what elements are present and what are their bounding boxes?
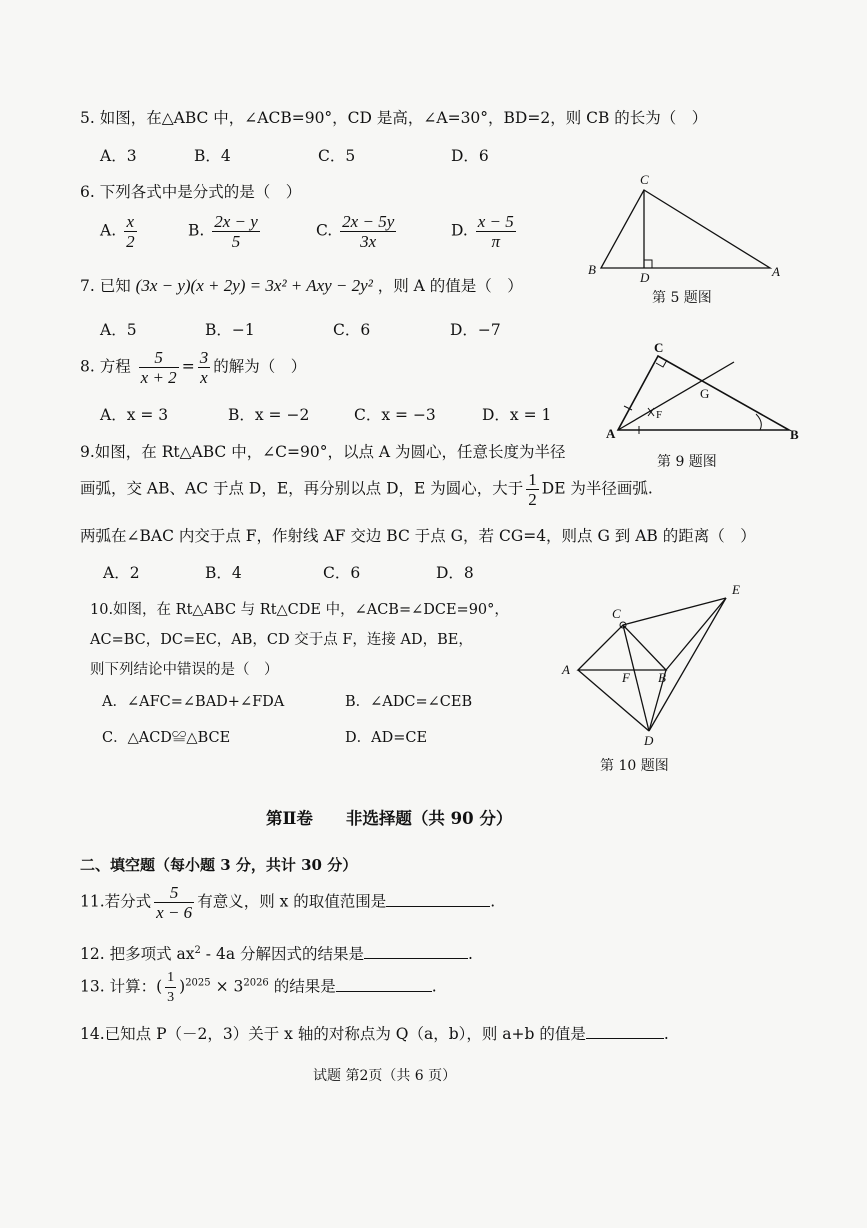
q6-label-d: D. <box>451 221 468 240</box>
question-5-stem: 5. 如图，在△ABC 中，∠ACB=90°，CD 是高，∠A=30°，BD=2，则 CB 的长为（ ） <box>80 109 708 127</box>
q6-label-a: A. <box>100 221 117 240</box>
label-b: B <box>790 427 799 442</box>
fraction-numerator: 5 <box>154 883 194 903</box>
question-7-stem <box>80 274 523 296</box>
label-d: D <box>644 733 654 748</box>
page-footer: 试题 第2页（共 6 页） <box>313 1068 457 1084</box>
fraction-denominator: x − 6 <box>156 903 193 922</box>
q13-end: . <box>431 977 437 996</box>
fraction-numerator: 3 <box>199 348 209 367</box>
q6-fraction-c <box>340 212 396 251</box>
label-b: B <box>588 262 596 277</box>
fraction-denominator: x <box>200 368 208 387</box>
question-8-stem <box>80 348 306 387</box>
label-c: C <box>612 606 621 621</box>
q6-fraction-d <box>476 212 516 251</box>
fraction-numerator: x − 5 <box>477 212 514 231</box>
fraction-denominator: π <box>491 232 501 251</box>
q7-expression: (3x − y)(x + 2y) = 3x² + Axy − 2y² <box>135 276 373 295</box>
q7-option-b: B．−1 <box>205 321 255 339</box>
q9-line2-a: 画弧，交 AB、AC 于点 D，E，再分别以点 D，E 为圆心，大于 <box>80 479 524 498</box>
q13-exponent-2: 2026 <box>243 977 269 989</box>
fraction-numerator: 5 <box>139 348 179 368</box>
q10-option-d: D．AD=CE <box>345 730 428 746</box>
section-2-heading: 二、填空题（每小题 3 分，共计 30 分） <box>80 856 358 874</box>
q9-option-c: C．6 <box>323 564 361 582</box>
q5-option-b: B．4 <box>194 147 231 165</box>
section-2-title: 第Ⅱ卷 非选择题（共 90 分） <box>266 809 513 828</box>
answer-blank[interactable] <box>586 1024 664 1039</box>
label-f: F <box>656 409 663 421</box>
ray-af <box>618 362 734 430</box>
angle-b-arc <box>756 414 761 430</box>
segment-ad <box>578 670 649 731</box>
figure-10-caption: 第 10 题图 <box>600 758 669 774</box>
fraction-denominator: 3x <box>360 232 377 251</box>
figure-5-diagram <box>580 168 790 283</box>
q5-option-a: A．3 <box>100 147 137 165</box>
figure-9-diagram <box>606 338 806 446</box>
q7-option-d: D．−7 <box>450 321 501 339</box>
question-13 <box>80 968 437 1007</box>
q9-option-b: B．4 <box>205 564 242 582</box>
q13-prefix: 13. 计算：( <box>80 977 163 996</box>
q12-end: . <box>468 945 473 963</box>
question-9-line-1: 9.如图，在 Rt△ABC 中，∠C=90°，以点 A 为圆心，任意长度为半径 <box>80 443 566 461</box>
question-9-line-3: 两弧在∠BAC 内交于点 F，作射线 AF 交边 BC 于点 G，若 CG=4，则点 G 到 AB 的距离（ ） <box>80 527 756 545</box>
q13-suffix: 的结果是 <box>268 977 336 996</box>
triangle-abc <box>578 625 666 670</box>
q11-suffix: 有意义，则 x 的取值范围是 <box>197 892 387 911</box>
q10-option-c: C．△ACD≌△BCE <box>102 730 231 746</box>
question-12 <box>80 942 473 964</box>
q7-prefix: 7. 已知 <box>80 277 131 295</box>
q11-fraction <box>154 883 194 922</box>
q9-option-d: D．8 <box>436 564 474 582</box>
label-f: F <box>622 670 630 685</box>
label-a: A <box>606 426 616 441</box>
q14-end: . <box>663 1025 669 1043</box>
label-c: C <box>640 172 649 187</box>
triangle-abc <box>601 190 770 268</box>
fraction-denominator: 2 <box>528 490 537 509</box>
q8-option-b: B．x = −2 <box>228 406 310 424</box>
fraction-denominator: 3 <box>167 990 175 1005</box>
fraction-denominator: 2 <box>126 232 135 251</box>
segment-ce <box>623 598 726 625</box>
q7-option-a: A．5 <box>100 321 137 339</box>
q10-option-b: B．∠ADC=∠CEB <box>345 694 473 710</box>
q10-option-a: A．∠AFC=∠BAD+∠FDA <box>102 694 285 710</box>
q8-option-d: D．x = 1 <box>482 406 552 424</box>
label-a: A <box>562 662 570 677</box>
answer-blank[interactable] <box>364 944 468 959</box>
label-g: G <box>700 386 710 401</box>
q9-line2-b: DE 为半径画弧. <box>541 479 653 498</box>
q5-option-d: D．6 <box>451 147 489 165</box>
fraction-numerator: x <box>124 212 137 232</box>
question-10-line-3: 则下列结论中错误的是（ ） <box>90 662 279 678</box>
q6-fraction-a <box>124 212 137 251</box>
q6-fraction-b <box>212 212 260 251</box>
fraction-numerator: 2x − 5y <box>342 212 395 231</box>
q6-label-c: C. <box>316 221 333 240</box>
q6-option-a <box>100 212 140 251</box>
q8-prefix: 8. 方程 <box>80 357 131 376</box>
label-a: A <box>772 264 780 279</box>
question-10-line-2: AC=BC，DC=EC，AB，CD 交于点 F，连接 AD，BE， <box>90 632 473 648</box>
q8-option-c: C．x = −3 <box>354 406 436 424</box>
q6-option-c <box>316 212 399 251</box>
label-c: C <box>654 340 664 355</box>
label-d: D <box>640 270 650 283</box>
question-9-line-2 <box>80 470 653 509</box>
fraction-numerator: 2x − y <box>214 212 258 231</box>
right-angle-mark <box>644 260 652 268</box>
q12-exponent: 2 <box>194 944 201 956</box>
q11-prefix: 11.若分式 <box>80 892 152 911</box>
fraction-denominator: 5 <box>231 232 241 251</box>
figure-5-caption: 第 5 题图 <box>652 290 712 306</box>
q14-text: 14.已知点 P（－2，3）关于 x 轴的对称点为 Q（a，b），则 a+b 的值是 <box>80 1025 586 1043</box>
segment-be <box>666 598 726 670</box>
q8-equals: = <box>181 357 195 376</box>
question-10-line-1: 10.如图，在 Rt△ABC 与 Rt△CDE 中，∠ACB=∠DCE=90°， <box>90 602 509 618</box>
q5-option-c: C．5 <box>318 147 356 165</box>
q13-exponent-1: 2025 <box>185 977 211 989</box>
figure-10-diagram <box>556 578 756 748</box>
q6-option-b <box>188 212 263 251</box>
q8-fraction-left <box>139 348 179 387</box>
q7-suffix: ，则 A 的值是（ ） <box>377 277 523 295</box>
q8-fraction-right <box>198 348 211 387</box>
fraction-numerator: 1 <box>165 968 176 988</box>
q12-text-b: - 4a 分解因式的结果是 <box>200 945 364 963</box>
answer-blank[interactable] <box>336 977 432 992</box>
question-14 <box>80 1022 669 1044</box>
q9-option-a: A．2 <box>103 564 140 582</box>
q11-end: . <box>490 892 496 911</box>
question-11 <box>80 883 495 922</box>
q7-option-c: C．6 <box>333 321 371 339</box>
q9-half-fraction <box>526 470 539 509</box>
q6-option-d <box>451 212 519 251</box>
q12-text-a: 12. 把多项式 ax <box>80 945 195 963</box>
q8-option-a: A．x = 3 <box>100 406 169 424</box>
q13-close-paren: ) <box>179 977 186 996</box>
label-b: B <box>658 670 666 685</box>
figure-9-caption: 第 9 题图 <box>657 454 717 470</box>
q6-label-b: B. <box>188 221 205 240</box>
q13-fraction <box>165 968 176 1007</box>
answer-blank[interactable] <box>386 892 490 907</box>
label-e: E <box>732 582 740 597</box>
q13-times: × 3 <box>210 977 244 996</box>
question-6-stem: 6. 下列各式中是分式的是（ ） <box>80 183 302 201</box>
q8-suffix: 的解为（ ） <box>213 357 307 376</box>
fraction-denominator: x + 2 <box>140 368 177 387</box>
fraction-numerator: 1 <box>528 470 537 489</box>
